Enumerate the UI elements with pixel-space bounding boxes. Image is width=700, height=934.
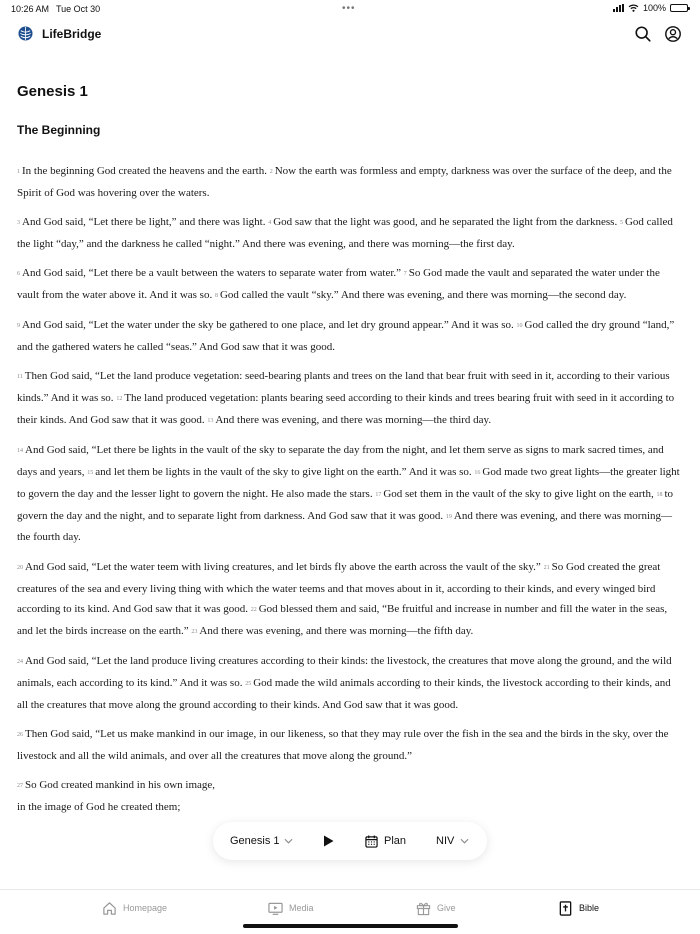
verse-text: And God said, “Let there be a vault between the waters to separate water from water.” xyxy=(22,267,402,280)
verse-text: God called the light “day,” and the darkness he called “night.” And there was evening, and there was morning—the first day. xyxy=(17,216,673,250)
verse-number: 21 xyxy=(543,564,550,571)
chevron-down-icon xyxy=(284,838,293,844)
verse-number: 15 xyxy=(87,470,94,477)
scripture-paragraph xyxy=(17,775,683,818)
verse-text: And God said, “Let the water under the sky be gathered to one place, and let dry ground appear.” And it was so. xyxy=(22,319,514,332)
verse-text: And there was evening, and there was morning—the fourth day. xyxy=(17,509,673,544)
verse-text: God set them in the vault of the sky to give light on the earth, xyxy=(383,487,654,500)
verse-number: 27 xyxy=(17,783,23,790)
verse[interactable] xyxy=(268,216,617,228)
scripture-paragraph xyxy=(17,651,683,715)
section-heading: The Beginning xyxy=(17,123,101,137)
verse-number: 4 xyxy=(268,220,272,227)
verse-number: 12 xyxy=(116,396,123,403)
tab-media-label: Media xyxy=(289,903,314,913)
chapter-content[interactable] xyxy=(17,80,683,888)
calendar-icon xyxy=(365,835,378,848)
plan-button[interactable] xyxy=(365,822,406,860)
verse-number: 14 xyxy=(17,448,23,455)
verse-number: 11 xyxy=(17,374,23,381)
verse-number: 18 xyxy=(656,491,663,498)
scripture-paragraph xyxy=(17,724,683,767)
scripture-paragraph xyxy=(17,440,683,548)
logo-icon[interactable] xyxy=(18,26,33,41)
signal-icon xyxy=(613,4,624,12)
verse-text: God called the dry ground “land,” and the gathered waters he called “seas.” And God saw that it was good. xyxy=(17,319,675,354)
verse[interactable] xyxy=(375,488,653,500)
verse-text: in the image of God he created them; xyxy=(17,801,181,814)
tab-give[interactable] xyxy=(416,899,456,917)
tab-bible-label: Bible xyxy=(579,903,600,913)
reading-toolbar xyxy=(213,822,487,860)
verse[interactable] xyxy=(17,797,683,818)
verse-number: 19 xyxy=(445,513,452,520)
status-date: Tue Oct 30 xyxy=(56,4,101,14)
verse-number: 9 xyxy=(17,323,20,330)
verse[interactable] xyxy=(17,561,541,573)
chapter-selector[interactable] xyxy=(230,822,293,860)
verse-text: Then God said, “Let us make mankind in our image, in our likeness, so that they may rule over the fish in the sea and the birds in the sky, over the livestock and all the wild animals, and over all the creatures that move along the ground.” xyxy=(17,728,669,763)
version-selector[interactable] xyxy=(436,822,469,860)
tab-homepage-label: Homepage xyxy=(123,903,168,913)
verse-text: God blessed them and said, “Be fruitful and increase in number and fill the water in the seas, and let the birds increase on the earth.” xyxy=(17,603,668,638)
verse-number: 20 xyxy=(17,564,23,571)
verse-text: Now the earth was formless and empty, darkness was over the surface of the deep, and the Spirit of God was hovering over the waters. xyxy=(17,165,672,199)
verse-number: 7 xyxy=(403,271,407,278)
verse-text: And God said, “Let there be lights in the vault of the sky to separate the day from the night, and let them serve as signs to mark sacred times, and days and years, xyxy=(17,444,664,479)
verse-number: 13 xyxy=(207,417,214,424)
verse-text: and let them be lights in the vault of the sky to give light on the earth.” And it was so. xyxy=(95,466,472,479)
verse-number: 1 xyxy=(17,169,20,175)
verse-text: God saw that the light was good, and he separated the light from the darkness. xyxy=(273,216,618,229)
home-indicator xyxy=(243,924,458,928)
verse-text: And God said, “Let the land produce living creatures according to their kinds: the livestock, the creatures that move along the ground, and the wild animals, each according to its kind.” And it was so. xyxy=(17,655,672,690)
verse-number: 3 xyxy=(17,220,20,227)
wifi-icon xyxy=(628,4,639,12)
scripture-paragraph xyxy=(17,557,683,643)
verse-number: 6 xyxy=(17,271,20,278)
tab-media[interactable] xyxy=(268,899,314,917)
gift-icon xyxy=(416,901,431,916)
verse[interactable] xyxy=(207,414,491,426)
verse-text: Then God said, “Let the land produce vegetation: seed-bearing plants and trees on the land that bear fruit with seed in it, according to their various kinds.” And it was so. xyxy=(17,370,670,405)
verse[interactable] xyxy=(215,289,626,301)
verse[interactable] xyxy=(87,466,471,478)
scripture-paragraph xyxy=(17,161,683,204)
tab-give-label: Give xyxy=(437,903,456,913)
scripture-paragraph xyxy=(17,263,683,307)
verse[interactable] xyxy=(17,216,265,228)
play-icon xyxy=(323,835,334,847)
verse-number: 2 xyxy=(269,169,273,175)
verse-text: The land produced vegetation: plants bearing seed according to their kinds and trees bearing fruit with seed in it according to their kinds. And God saw that it was good. xyxy=(17,392,675,426)
verse-number: 8 xyxy=(214,292,218,299)
battery-icon xyxy=(670,4,688,12)
brand-name[interactable]: LifeBridge xyxy=(42,27,102,41)
verse-text: In the beginning God created the heavens and the earth. xyxy=(22,165,267,177)
plan-label: Plan xyxy=(384,835,407,847)
verse[interactable] xyxy=(191,625,473,637)
verse-text: to govern the day and the night, and to separate light from darkness. And God saw that it was good. xyxy=(17,487,674,522)
bible-icon xyxy=(558,901,573,916)
verse[interactable] xyxy=(17,775,683,797)
tab-bible[interactable] xyxy=(558,899,599,917)
app-header xyxy=(0,20,700,48)
chapter-selector-label: Genesis 1 xyxy=(230,835,280,847)
battery-percent: 100% xyxy=(642,3,666,13)
multitasking-dots-icon[interactable]: ••• xyxy=(342,3,356,14)
scripture-text[interactable] xyxy=(17,161,683,818)
verse-number: 22 xyxy=(250,607,257,614)
verse-number: 24 xyxy=(17,659,23,666)
verse-text: God made two great lights—the greater light to govern the day and the lesser light to govern the night. He also made the stars. xyxy=(17,466,680,500)
verse-number: 10 xyxy=(516,323,523,330)
verse[interactable] xyxy=(17,165,267,177)
verse-text: So God created the great creatures of the sea and every living thing with which the water teems and that moves about in it, according to their kinds, and every winged bird according to its kind. And God saw that it was good. xyxy=(17,560,661,616)
search-icon[interactable] xyxy=(634,25,652,43)
verse-text: God called the vault “sky.” And there was evening, and there was morning—the second day. xyxy=(219,288,627,301)
verse-number: 25 xyxy=(245,681,252,688)
scripture-paragraph xyxy=(17,366,683,431)
media-icon xyxy=(268,901,283,916)
verse-number: 26 xyxy=(17,732,23,739)
verse-number: 5 xyxy=(619,220,623,227)
account-icon[interactable] xyxy=(664,25,682,43)
chapter-title: Genesis 1 xyxy=(17,83,88,100)
verse-text: God made the wild animals according to their kinds, the livestock according to their kinds, and all the creatures that move along the ground according to their kinds. And God saw that it was good. xyxy=(17,677,671,712)
scripture-paragraph xyxy=(17,315,683,358)
verse-text: So God created mankind in his own image, xyxy=(25,779,216,792)
scripture-paragraph xyxy=(17,212,683,255)
verse-number: 23 xyxy=(191,629,198,636)
status-time: 10:26 AM xyxy=(11,4,50,14)
verse[interactable] xyxy=(17,319,514,331)
play-audio-button[interactable] xyxy=(323,822,334,860)
verse[interactable] xyxy=(17,728,669,762)
verse-text: And there was evening, and there was morning—the fifth day. xyxy=(199,625,474,638)
status-bar xyxy=(0,0,700,18)
verse-text: And God said, “Let the water teem with living creatures, and let birds fly above the earth across the vault of the sky.” xyxy=(25,560,541,573)
verse-text: And there was evening, and there was morning—the third day. xyxy=(215,413,492,426)
tab-homepage[interactable] xyxy=(102,899,167,917)
version-label: NIV xyxy=(436,835,455,847)
verse-text: And God said, “Let there be light,” and there was light. xyxy=(22,216,266,229)
verse[interactable] xyxy=(17,267,401,279)
verse-text: So God made the vault and separated the water under the vault from the water above it. And it was so. xyxy=(17,267,660,301)
home-icon xyxy=(102,901,117,916)
verse-number: 16 xyxy=(474,470,481,477)
verse-number: 17 xyxy=(375,491,382,498)
chevron-down-icon xyxy=(460,838,469,844)
